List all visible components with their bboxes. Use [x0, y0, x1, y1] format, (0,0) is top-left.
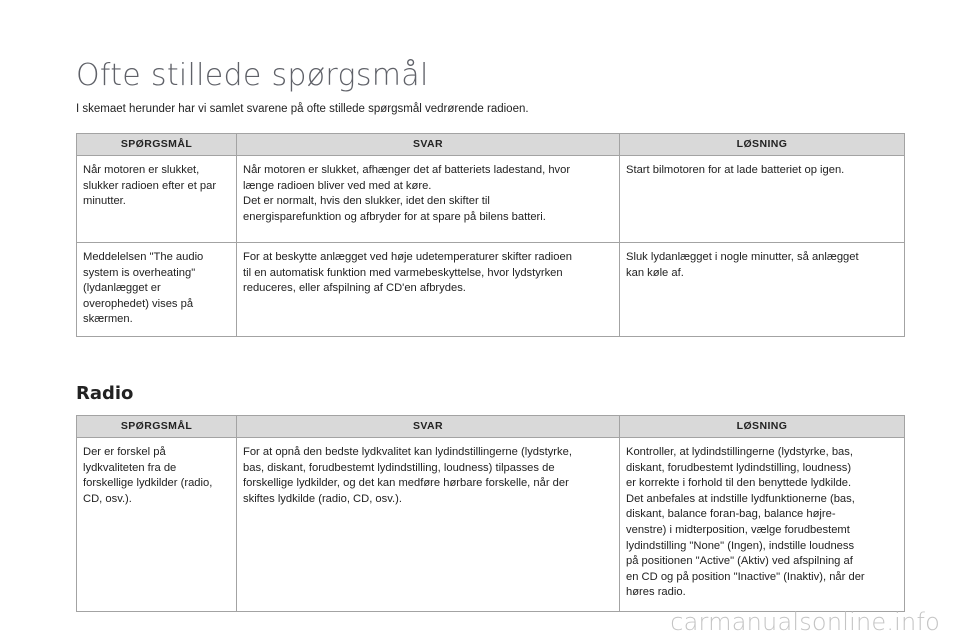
answer-cell: For at opnå den bedste lydkvalitet kan lydindstillingerne (lydstyrke, bas, diskant, forudbestemt lydindstilling, loudness) tilpasses de forskellige lydkilder, og det kan medføre hørbare forskelle, når der skiftes lydkilde (radio, CD, osv.). — [237, 438, 620, 612]
intro-text: I skemaet herunder har vi samlet svarene på ofte stillede spørgsmål vedrørende radioen. — [76, 103, 529, 115]
question-cell: Meddelelsen "The audio system is overheating" (lydanlægget er overophedet) vises på skærmen. — [77, 243, 237, 337]
solution-cell: Sluk lydanlægget i nogle minutter, så anlægget kan køle af. — [620, 243, 905, 337]
question-cell: Når motoren er slukket, slukker radioen efter et par minutter. — [77, 156, 237, 243]
answer-cell: For at beskytte anlægget ved høje udetemperaturer skifter radioen til en automatisk funktion med varmebeskyttelse, hvor lydstyrken reduceres, eller afspilning af CD'en afbrydes. — [237, 243, 620, 337]
column-header-answer: SVAR — [237, 416, 620, 438]
table-header-row — [77, 416, 905, 438]
section-heading-radio: Radio — [76, 383, 134, 404]
page-title: Ofte stillede spørgsmål — [76, 58, 429, 93]
table-header-row — [77, 134, 905, 156]
table-row — [77, 156, 905, 243]
column-header-solution: LØSNING — [620, 134, 905, 156]
column-header-question: SPØRGSMÅL — [77, 134, 237, 156]
table-row — [77, 438, 905, 612]
solution-cell: Start bilmotoren for at lade batteriet op igen. — [620, 156, 905, 243]
question-cell: Der er forskel på lydkvaliteten fra de forskellige lydkilder (radio, CD, osv.). — [77, 438, 237, 612]
answer-cell: Når motoren er slukket, afhænger det af batteriets ladestand, hvor længe radioen bliver ved med at køre. Det er normalt, hvis den slukker, idet den skifter til energisparefunktion og afbryder for at spare på bilens batteri. — [237, 156, 620, 243]
faq-table-radio — [76, 415, 905, 612]
table-row — [77, 243, 905, 337]
solution-cell: Kontroller, at lydindstillingerne (lydstyrke, bas, diskant, forudbestemt lydindstilling, loudness) er korrekte i forhold til den benyttede lydkilde. Det anbefales at indstille lydfunktionerne (bas, diskant, balance foran-bag, balance højre- venstre) i midterposition, vælge forudbestemt lydindstilling "None" (Ingen), indstille loudness på positionen "Active" (Aktiv) ved afspilning af en CD og på position "Inactive" (Inaktiv), når der høres radio. — [620, 438, 905, 612]
column-header-answer: SVAR — [237, 134, 620, 156]
column-header-solution: LØSNING — [620, 416, 905, 438]
faq-table-general — [76, 133, 905, 337]
column-header-question: SPØRGSMÅL — [77, 416, 237, 438]
watermark: carmanualsonline.info — [670, 608, 940, 636]
